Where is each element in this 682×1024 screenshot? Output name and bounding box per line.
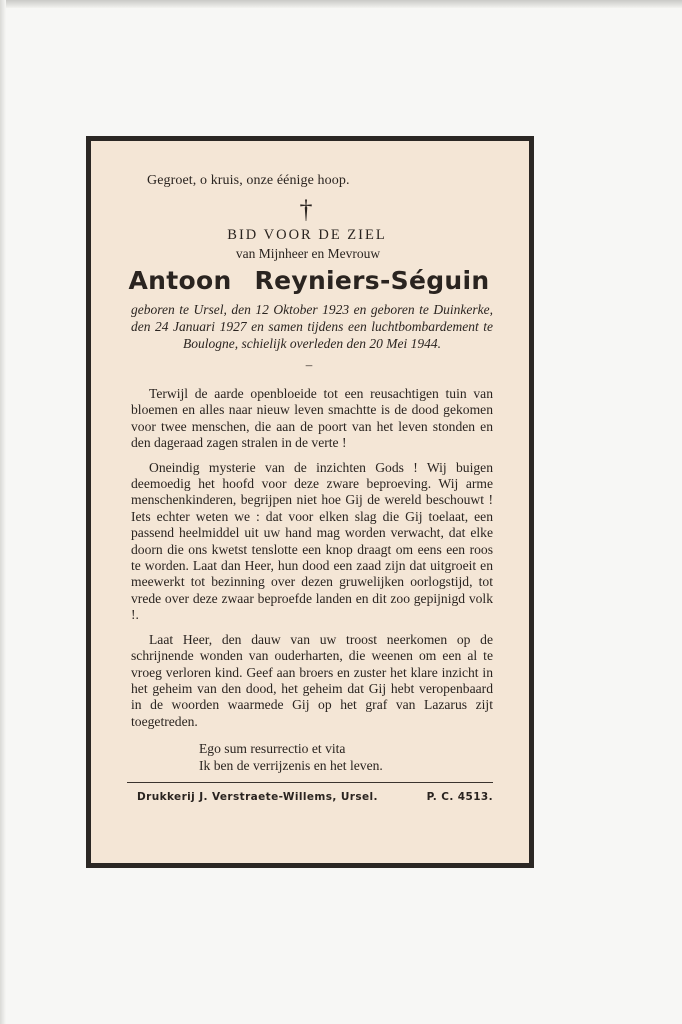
paragraph-2: Oneindig mysterie van de inzichten Gods ! Wij buigen deemoedig het hoofd voor deze zware beproeving. Wij arme menschenkinderen, begrijpen niet hoe Gij de wereld beschouwt ! Iets echter weten we : dat voor elken slag die Gij toelaat, een passend heelmiddel uit uw hand mag worden verwacht, dat elke doorn die ons kwetst tenslotte een knop draagt om eens een roos te worden. Laat dan Heer, hun dood een zaad zijn dat uitgroeit en meewerkt tot bezinning over dezen gruwelijken oorlogstijd, tot vrede over deze zwaar beproefde landen en dit zoo gepijnigd volk !.: [131, 459, 493, 623]
motto: [199, 740, 493, 774]
prayer-heading: BID VOOR DE ZIEL: [227, 227, 387, 243]
footer-divider: [127, 782, 493, 783]
biography-text: geboren te Ursel, den 12 Oktober 1923 en geboren te Duinkerke, den 24 Januari 1927 en samen tijdens een luchtbombardement te Boulogne, schielijk overleden den 20 Mei 1944.: [131, 302, 493, 351]
card-content: [91, 141, 529, 863]
greeting-line: Gegroet, o kruis, onze éénige hoop.: [147, 173, 350, 188]
scan-top-edge: [0, 0, 682, 8]
separator-dash: –: [305, 357, 313, 372]
motto-latin: Ego sum resurrectio et vita: [199, 741, 346, 757]
honorific-line: van Mijnheer en Mevrouw: [235, 246, 381, 261]
scan-left-edge: [0, 0, 6, 1024]
printer-name: Drukkerij J. Verstraete-Willems, Ursel.: [137, 791, 378, 804]
paragraph-3: Laat Heer, den dauw van uw troost neerkomen op de schrijnende wonden van ouderharten, die weenen om een al te vroeg verloren kind. Geef aan broers en zuster het klare inzicht in het geheim van den dood, het geheim dat Gij hebt veropenbaard in de woorden waarmede Gij op het graf van Lazarus zijt toegetreden.: [131, 631, 493, 729]
motto-dutch: Ik ben de verrijzenis en het leven.: [199, 758, 383, 774]
deceased-name: Antoon Reyniers-Séguin: [128, 266, 490, 295]
printer-footer: [137, 791, 493, 803]
cross-icon: †: [299, 195, 313, 224]
memorial-card: [86, 136, 534, 868]
postal-code: P. C. 4513.: [426, 791, 493, 804]
paragraph-1: Terwijl de aarde openbloeide tot een reusachtigen tuin van bloemen en alles naar nieuw leven smachtte is de dood gekomen voor twee menschen, die aan de poort van het leven stonden en den dageraad zagen stralen in de verte !: [131, 386, 493, 451]
